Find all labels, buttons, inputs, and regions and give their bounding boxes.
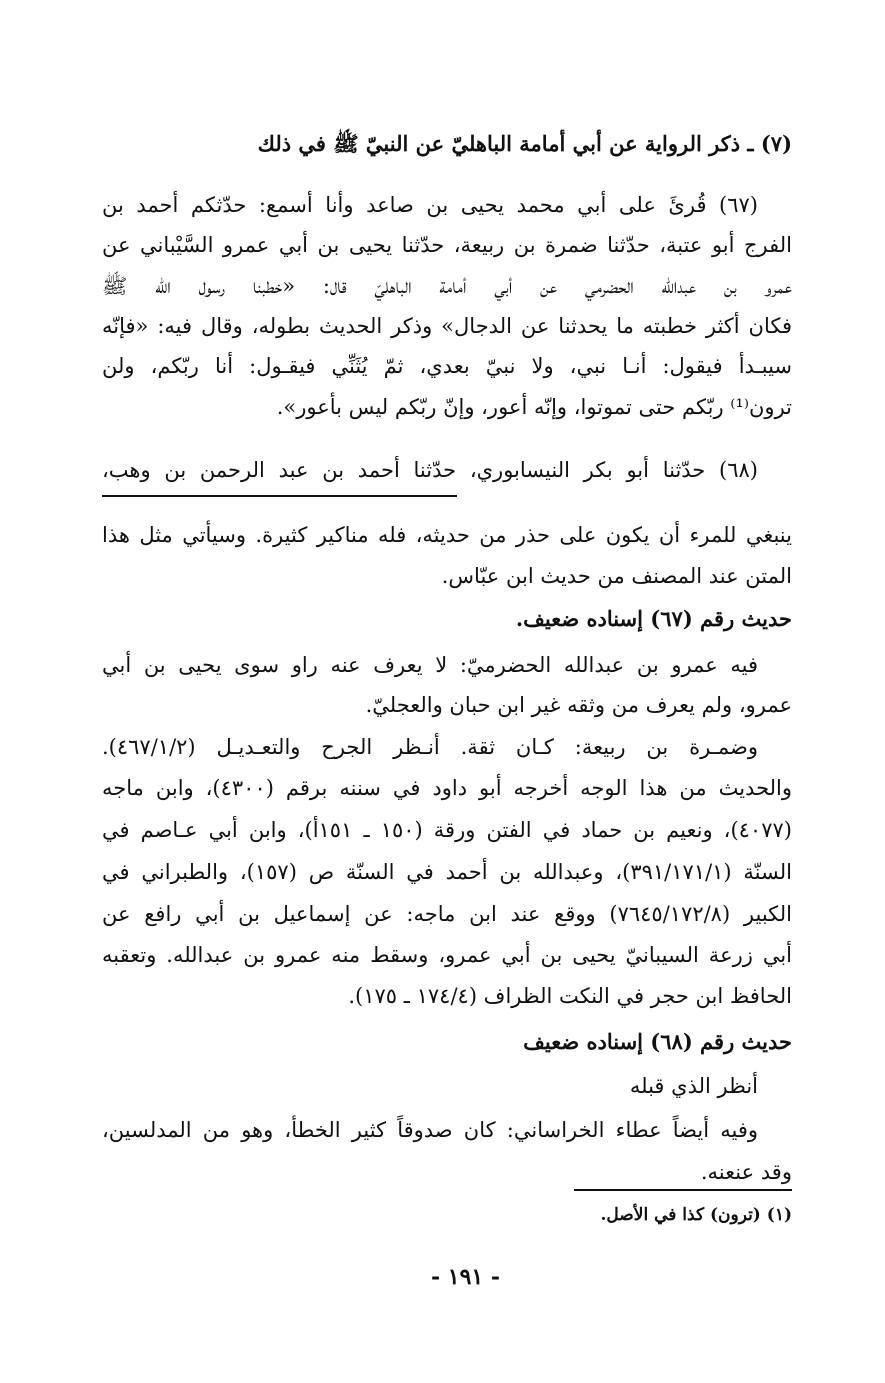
commentary-line: عمرو، ولم يعرف من وثقه غير ابن حبان والعجليّ. bbox=[365, 693, 792, 717]
hadith-67-line: سيبـدأ فيقول: أنـا نبي، ولا نبيّ بعدي، ثمّ يُثَنِّي فيقـول: أنا ربّكم، ولن bbox=[102, 354, 792, 378]
hadith-67-line: عمرو بن عبدالله الحضرمي عن أبي أمامة الباهليّ قال: «خطبنا رسول الله ﷺ bbox=[102, 274, 792, 298]
commentary-line: المتن عند المصنف من حديث ابن عبّاس. bbox=[441, 564, 792, 588]
hadith-67-line: فكان أكثر خطبته ما يحدثنا عن الدجال» وذكر الحديث بطوله، وقال فيه: «فإنّه bbox=[102, 314, 792, 338]
commentary-line: أبي زرعة السيبانيّ يحيى بن أبي عمرو، وسقط منه عمرو بن عبدالله. وتعقبه bbox=[102, 943, 792, 967]
page-number: - ١٩١ - bbox=[430, 1264, 500, 1290]
commentary-line: وقد عنعنه. bbox=[700, 1160, 792, 1184]
commentary-line: ينبغي للمرء أن يكون على حذر من حديثه، فله مناكير كثيرة. وسيأتي مثل هذا bbox=[102, 523, 792, 547]
commentary-line: أنظر الذي قبله bbox=[629, 1074, 758, 1098]
footnote-separator bbox=[574, 1189, 792, 1191]
commentary-line: وفيه أيضاً عطاء الخراساني: كان صدوقاً كثير الخطأ، وهو من المدلسين، bbox=[102, 1118, 758, 1142]
commentary-line: (٤٠٧٧)، ونعيم بن حماد في الفتن ورقة (١٥٠ ـ ١٥١أ)، وابن أبي عـاصم في bbox=[102, 818, 792, 842]
commentary-line: وضمـرة بن ربيعة: كـان ثقة. أنـظر الجرح والتعـديـل (٤٦٧/١/٢). bbox=[102, 735, 758, 759]
hadith-67-line: ترون⁽¹⁾ ربّكم حتى تموتوا، وإنّه أعور، وإنّ ربّكم ليس بأعور». bbox=[276, 395, 792, 419]
section-heading: (٧) ـ ذكر الرواية عن أبي أمامة الباهليّ عن النبيّ ﷺ في ذلك bbox=[257, 131, 792, 156]
hadith-67-line: الفرج أبو عتبة، حدّثنا ضمرة بن ربيعة، حدّثنا يحيى بن أبي عمرو السَّيْباني عن bbox=[102, 233, 792, 257]
commentary-heading-68: حديث رقم (٦٨) إسناده ضعيف bbox=[523, 1029, 792, 1054]
commentary-line: فيه عمرو بن عبدالله الحضرميّ: لا يعرف عنه راو سوى يحيى بن أبي bbox=[102, 653, 758, 677]
book-page bbox=[102, 0, 792, 1383]
hadith-68-line: (٦٨) حدّثنا أبو بكر النيسابوري، حدّثنا أحمد بن عبد الرحمن بن وهب، bbox=[102, 458, 758, 482]
commentary-line: الحافظ ابن حجر في النكت الظراف (١٧٤/٤ ـ ١٧٥). bbox=[348, 984, 792, 1008]
main-text-separator bbox=[102, 495, 457, 497]
commentary-line: السنّة (٣٩١/١٧١/١)، وعبدالله بن أحمد في السنّة ص (١٥٧)، والطبراني في bbox=[102, 860, 792, 884]
hadith-67-line: (٦٧) قُرئَ على أبي محمد يحيى بن صاعد وأنا أسمع: حدّثكم أحمد بن bbox=[102, 193, 758, 217]
footnote: (١) (ترون) كذا في الأصل. bbox=[600, 1205, 792, 1225]
commentary-line: الكبير (٧٦٤٥/١٧٢/٨) ووقع عند ابن ماجه: عن إسماعيل بن أبي رافع عن bbox=[102, 902, 792, 926]
commentary-heading-67: حديث رقم (٦٧) إسناده ضعيف. bbox=[515, 606, 792, 631]
commentary-line: والحديث من هذا الوجه أخرجه أبو داود في سننه برقم (٤٣٠٠)، وابن ماجه bbox=[102, 776, 793, 800]
